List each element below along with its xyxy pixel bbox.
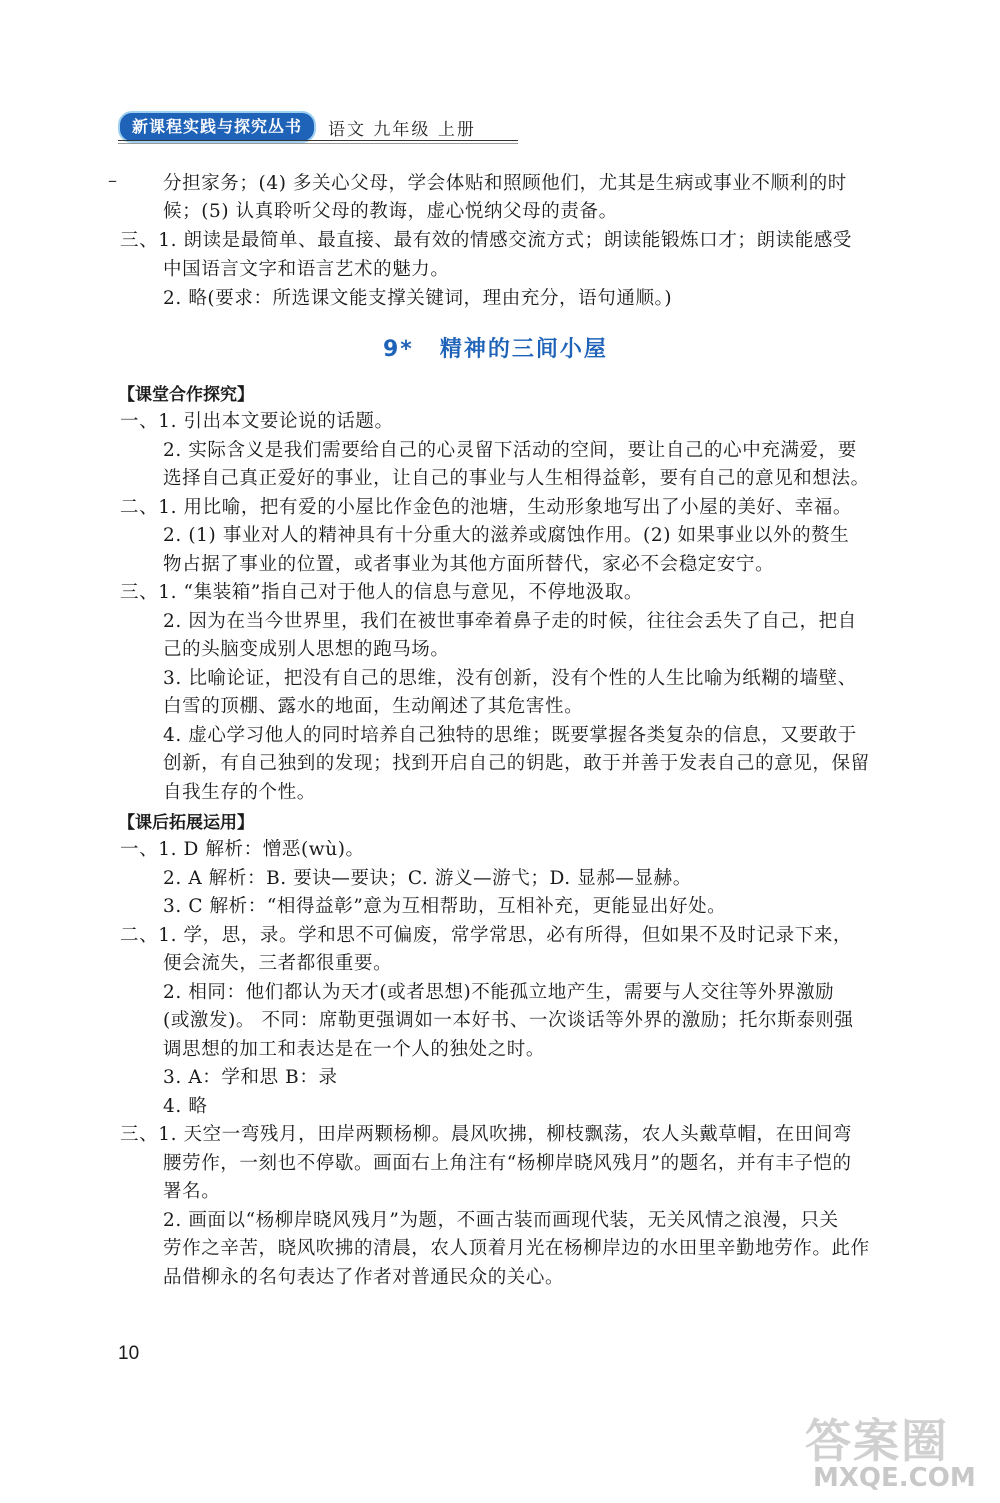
header-divider bbox=[118, 140, 518, 141]
page-number: 10 bbox=[118, 1343, 140, 1364]
text-line: 腰劳作，一刻也不停歇。画面右上角注有“杨柳岸晓风残月”的题名，并有丰子恺的 bbox=[163, 1153, 852, 1174]
text-line: 二、1. 学，思，录。学和思不可偏废，常学常思，必有所得，但如果不及时记录下来， bbox=[120, 925, 853, 946]
text-line: 创新，有自己独到的发现；找到开启自己的钥匙，敢于并善于发表自己的意见，保留 bbox=[163, 753, 870, 774]
text-line: 一、1. D 解析：憎恶(wù)。 bbox=[120, 839, 365, 860]
margin-mark: – bbox=[108, 170, 117, 191]
header-divider-secondary bbox=[118, 143, 518, 144]
text-line: 候；(5) 认真聆听父母的教诲，虚心悦纳父母的责备。 bbox=[163, 201, 618, 222]
watermark-url: MXQE.COM bbox=[813, 1463, 976, 1493]
text-line: 三、1. 天空一弯残月，田岸两颗杨柳。晨风吹拂，柳枝飘荡，农人头戴草帽，在田间弯 bbox=[120, 1124, 853, 1145]
section-heading-extension: 【课后拓展运用】 bbox=[118, 813, 254, 833]
text-line: 己的头脑变成别人思想的跑马场。 bbox=[163, 639, 450, 660]
text-line: 三、1. 朗读是最简单、最直接、最有效的情感交流方式；朗读能锻炼口才；朗读能感受 bbox=[120, 230, 853, 251]
section-heading-classroom: 【课堂合作探究】 bbox=[118, 385, 254, 405]
text-line: 2. 画面以“杨柳岸晓风残月”为题，不画古装而画现代装，无关风情之浪漫，只关 bbox=[163, 1210, 839, 1231]
text-line: 物占据了事业的位置，或者事业为其他方面所替代，家必不会稳定安宁。 bbox=[163, 554, 775, 575]
text-line: 劳作之辛苦，晓风吹拂的清晨，农人顶着月光在杨柳岸边的水田里辛勤地劳作。此作 bbox=[163, 1238, 870, 1259]
text-line: 调思想的加工和表达是在一个人的独处之时。 bbox=[163, 1039, 546, 1060]
text-line: (或激发)。 不同：席勒更强调如一本好书、一次谈话等外界的激励；托尔斯泰则强 bbox=[163, 1010, 854, 1031]
text-line: 2. 因为在当今世界里，我们在被世事牵着鼻子走的时候，往往会丢失了自己，把自 bbox=[163, 611, 857, 632]
text-line: 三、1. “集装箱”指自己对于他人的信息与意见，不停地汲取。 bbox=[120, 582, 643, 603]
text-line: 署名。 bbox=[163, 1181, 221, 1202]
text-line: 4. 略 bbox=[163, 1096, 208, 1117]
text-line: 一、1. 引出本文要论说的话题。 bbox=[120, 411, 394, 432]
text-line: 4. 虚心学习他人的同时培养自己独特的思维；既要掌握各类复杂的信息，又要敢于 bbox=[163, 725, 857, 746]
lesson-title bbox=[383, 332, 608, 363]
watermark-logo: 答案圈 bbox=[805, 1414, 949, 1468]
site-watermark bbox=[805, 1405, 985, 1495]
text-line: 便会流失，三者都很重要。 bbox=[163, 953, 393, 974]
text-line: 2. 相同：他们都认为天才(或者思想)不能孤立地产生，需要与人交往等外界激励 bbox=[163, 982, 835, 1003]
text-line: 2. 实际含义是我们需要给自己的心灵留下活动的空间，要让自己的心中充满爱，要 bbox=[163, 440, 857, 461]
text-line: 2. 略(要求：所选课文能支撑关键词，理由充分，语句通顺。) bbox=[163, 288, 673, 309]
text-line: 3. A：学和思 B：录 bbox=[163, 1067, 338, 1088]
text-line: 白雪的顶棚、露水的地面，生动阐述了其危害性。 bbox=[163, 696, 584, 717]
text-line: 3. 比喻论证，把没有自己的思维，没有创新，没有个性的人生比喻为纸糊的墙壁、 bbox=[163, 668, 857, 689]
lesson-title-text: 精神的三间小屋 bbox=[439, 337, 608, 362]
text-line: 3. C 解析：“相得益彰”意为互相帮助，互相补充，更能显出好处。 bbox=[163, 896, 727, 917]
series-badge: 新课程实践与探究丛书 bbox=[118, 111, 316, 143]
text-line: 选择自己真正爱好的事业，让自己的事业与人生相得益彰，要有自己的意见和想法。 bbox=[163, 468, 870, 489]
text-line: 自我生存的个性。 bbox=[163, 782, 316, 803]
text-line: 分担家务；(4) 多关心父母，学会体贴和照顾他们，尤其是生病或事业不顺利的时 bbox=[163, 173, 847, 194]
text-line: 中国语言文字和语言艺术的魅力。 bbox=[163, 259, 450, 280]
book-header bbox=[118, 112, 476, 142]
text-line: 2. A 解析：B. 要诀—要诀；C. 游义—游弋；D. 显郝—显赫。 bbox=[163, 868, 692, 889]
subject-label: 语文 九年级 上册 bbox=[328, 119, 476, 140]
lesson-number: 9* bbox=[383, 337, 414, 362]
text-line: 2. (1) 事业对人的精神具有十分重大的滋养或腐蚀作用。(2) 如果事业以外的赘生 bbox=[163, 525, 850, 546]
text-line: 二、1. 用比喻，把有爱的小屋比作金色的池塘，生动形象地写出了小屋的美好、幸福。 bbox=[120, 497, 853, 518]
text-line: 品借柳永的名句表达了作者对普通民众的关心。 bbox=[163, 1267, 565, 1288]
